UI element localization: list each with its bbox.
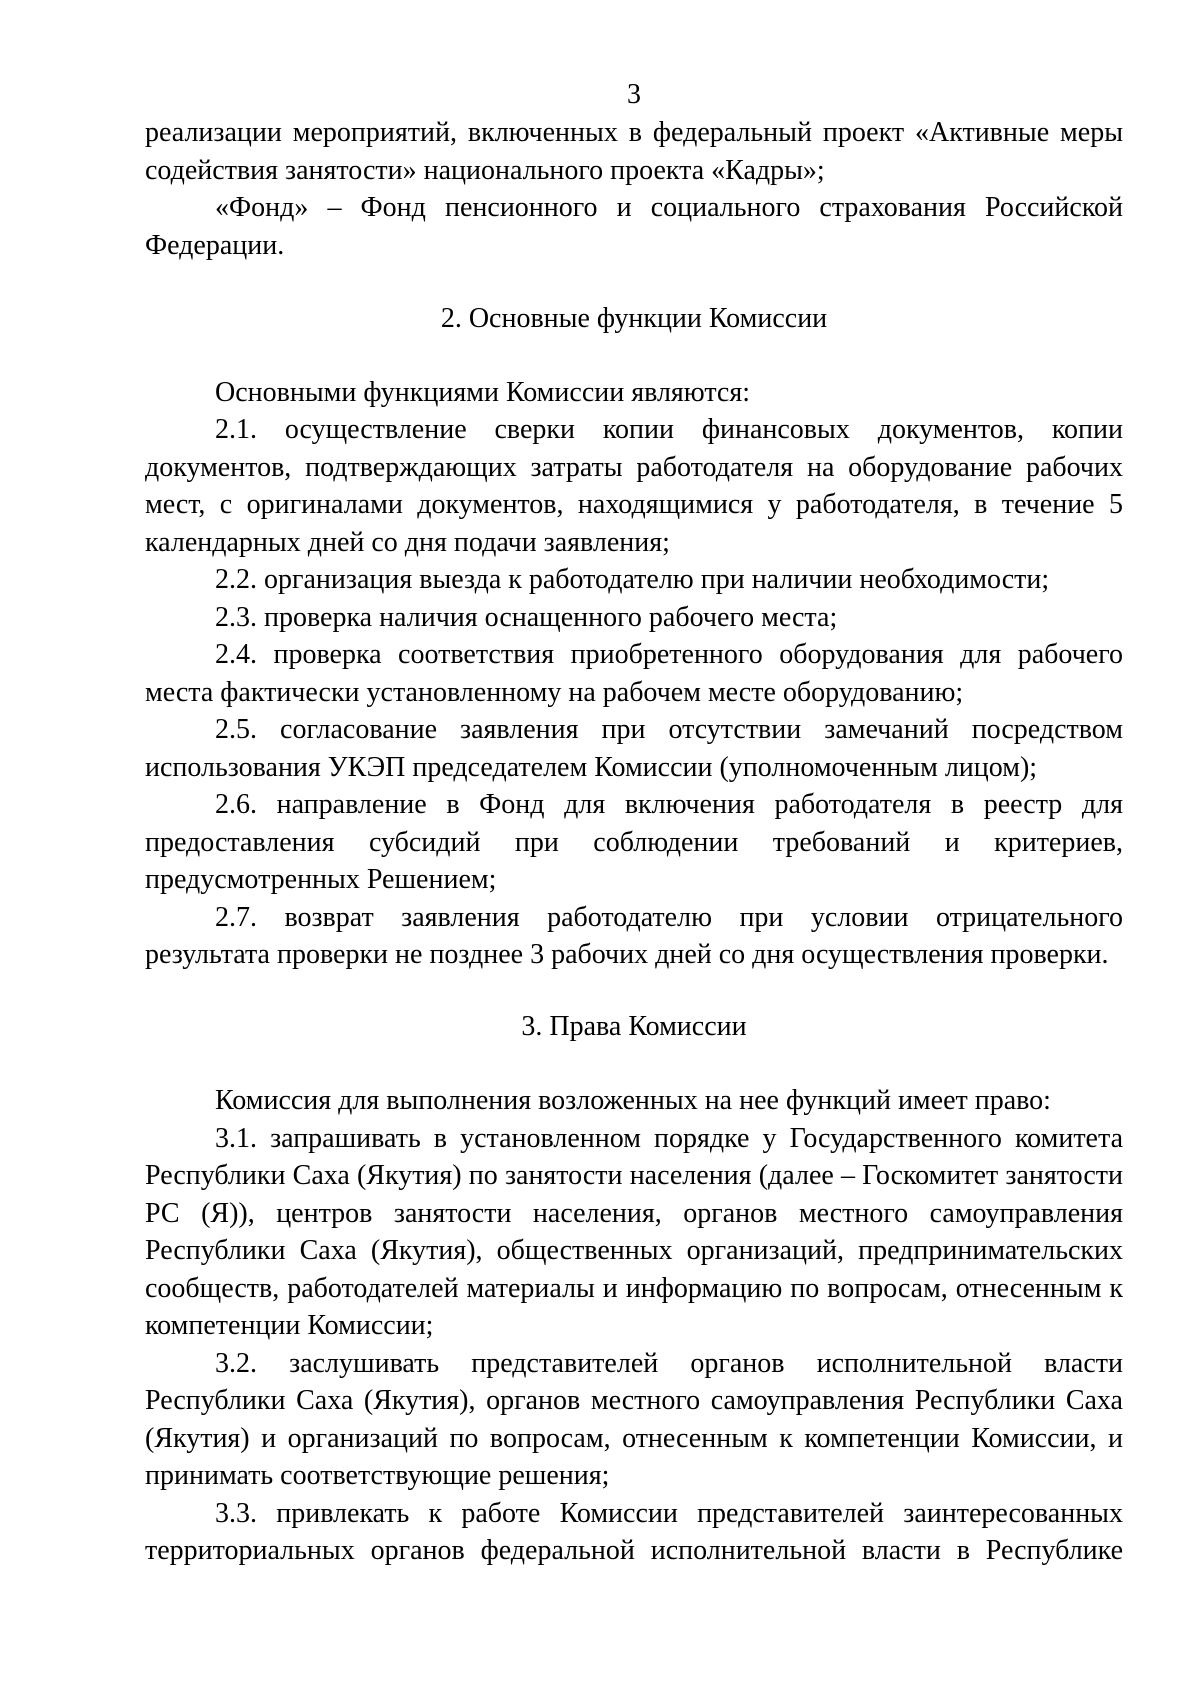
- list-item-3-3: 3.3. привлекать к работе Комиссии представителей заинтересованных территориальных органов федеральной исполнительной власти в Республике: [145, 1497, 1123, 1566]
- section-intro-functions: Основными функциями Комиссии являются:: [215, 376, 751, 408]
- section-intro-rights: Комиссия для выполнения возложенных на нее функций имеет право:: [215, 1085, 1051, 1116]
- list-item-2-3: 2.3. проверка наличия оснащенного рабочего места;: [215, 601, 838, 633]
- list-item-2-2: 2.2. организация выезда к работодателю при наличии необходимости;: [215, 564, 1050, 595]
- list-item-3-2: 3.2. заслушивать представителей органов исполнительной власти Республики Саха (Якутия), органов местного самоуправления Республики Саха (Якутия) и организаций по вопросам, отнесенным к компетенции Комиссии, и принимать соответствующие решения;: [145, 1347, 1123, 1491]
- document-page: [145, 76, 1123, 1570]
- list-item-3-1: 3.1. запрашивать в установленном порядке у Государственного комитета Республики Саха (Якутия) по занятости населения (далее – Госкомитет занятости РС (Я)), центров занятости населения, органов местного самоуправления Республики Саха (Якутия), общественных организаций, предпринимательских сообществ, работодателей материалы и информацию по вопросам, отнесенным к компетенции Комиссии;: [145, 1122, 1123, 1341]
- list-item-2-4: 2.4. проверка соответствия приобретенного оборудования для рабочего места фактически установленному на рабочем месте оборудованию;: [145, 639, 1123, 708]
- section-heading-rights: 3. Права Комиссии: [521, 1010, 747, 1042]
- page-number: 3: [627, 79, 641, 110]
- paragraph-definitions-tail: реализации мероприятий, включенных в федеральный проект «Активные меры содействия занятости» национального проекта «Кадры»;: [145, 117, 1123, 186]
- list-item-2-7: 2.7. возврат заявления работодателю при условии отрицательного результата проверки не позднее 3 рабочих дней со дня осуществления проверки.: [145, 901, 1123, 970]
- list-item-2-1: 2.1. осуществление сверки копии финансовых документов, копии документов, подтверждающих затраты работодателя на оборудование рабочих мест, с оригиналами документов, находящимися у работодателя, в течение 5 календарных дней со дня подачи заявления;: [145, 414, 1123, 558]
- list-item-2-6: 2.6. направление в Фонд для включения работодателя в реестр для предоставления субсидий при соблюдении требований и критериев, предусмотренных Решением;: [145, 789, 1123, 895]
- list-item-2-5: 2.5. согласование заявления при отсутствии замечаний посредством использования УКЭП председателем Комиссии (уполномоченным лицом);: [145, 714, 1123, 783]
- paragraph-fund-definition: «Фонд» – Фонд пенсионного и социального страхования Российской Федерации.: [145, 192, 1123, 261]
- section-heading-functions: 2. Основные функции Комиссии: [440, 303, 828, 334]
